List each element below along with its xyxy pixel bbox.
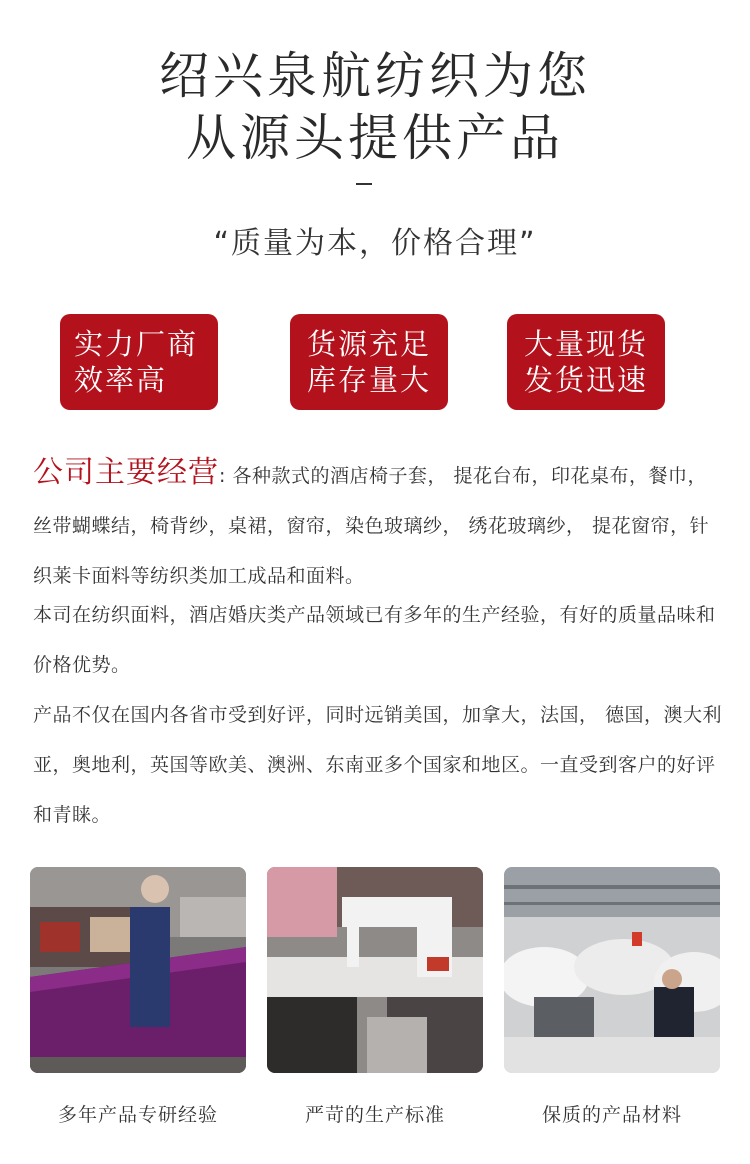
badge-manufacturer	[60, 314, 218, 410]
photo-workshop-fabric	[30, 867, 246, 1073]
photo-factory-floor	[504, 867, 720, 1073]
photo-caption: 保质的产品材料	[541, 1104, 682, 1126]
badge-line: 货源充足	[306, 327, 431, 361]
badge-stock	[507, 314, 665, 410]
badge-line: 大量现货	[523, 327, 648, 361]
badge-line: 效率高	[74, 363, 168, 397]
page-title-line1: 绍兴泉航纺织为您	[159, 47, 591, 105]
slogan: “质量为本，价格合理”	[213, 226, 537, 261]
badge-supply	[290, 314, 448, 410]
business-body: 各种款式的酒店椅子套， 提花台布，印花桌布，餐巾，丝带蝴蝶结，椅背纱，桌裙，窗帘，染色玻璃纱， 绣花玻璃纱， 提花窗帘，针织莱卡面料等纺织类加工成品和面料。	[33, 465, 710, 587]
business-heading: 公司主要经营	[33, 455, 219, 490]
market-paragraph: 产品不仅在国内各省市受到好评，同时远销美国，加拿大，法国， 德国，澳大利亚，奥地利，英国等欧美、澳洲、东南亚多个国家和地区。一直受到客户的好评和青睐。	[33, 704, 723, 826]
photo-caption: 多年产品专研经验	[57, 1104, 218, 1126]
badge-line: 库存量大	[306, 363, 431, 397]
experience-paragraph: 本司在纺织面料，酒店婚庆类产品领域已有多年的生产经验，有好的质量品味和价格优势。	[33, 604, 716, 676]
badge-line: 实力厂商	[74, 327, 199, 361]
photo-sewing-machine	[267, 867, 483, 1073]
business-colon: :	[219, 465, 226, 487]
page-title-line2: 从源头提供产品	[186, 109, 564, 167]
photo-caption: 严苛的生产标准	[304, 1104, 445, 1126]
divider	[356, 183, 372, 185]
badge-line: 发货迅速	[523, 363, 648, 397]
business-paragraph	[33, 448, 723, 601]
